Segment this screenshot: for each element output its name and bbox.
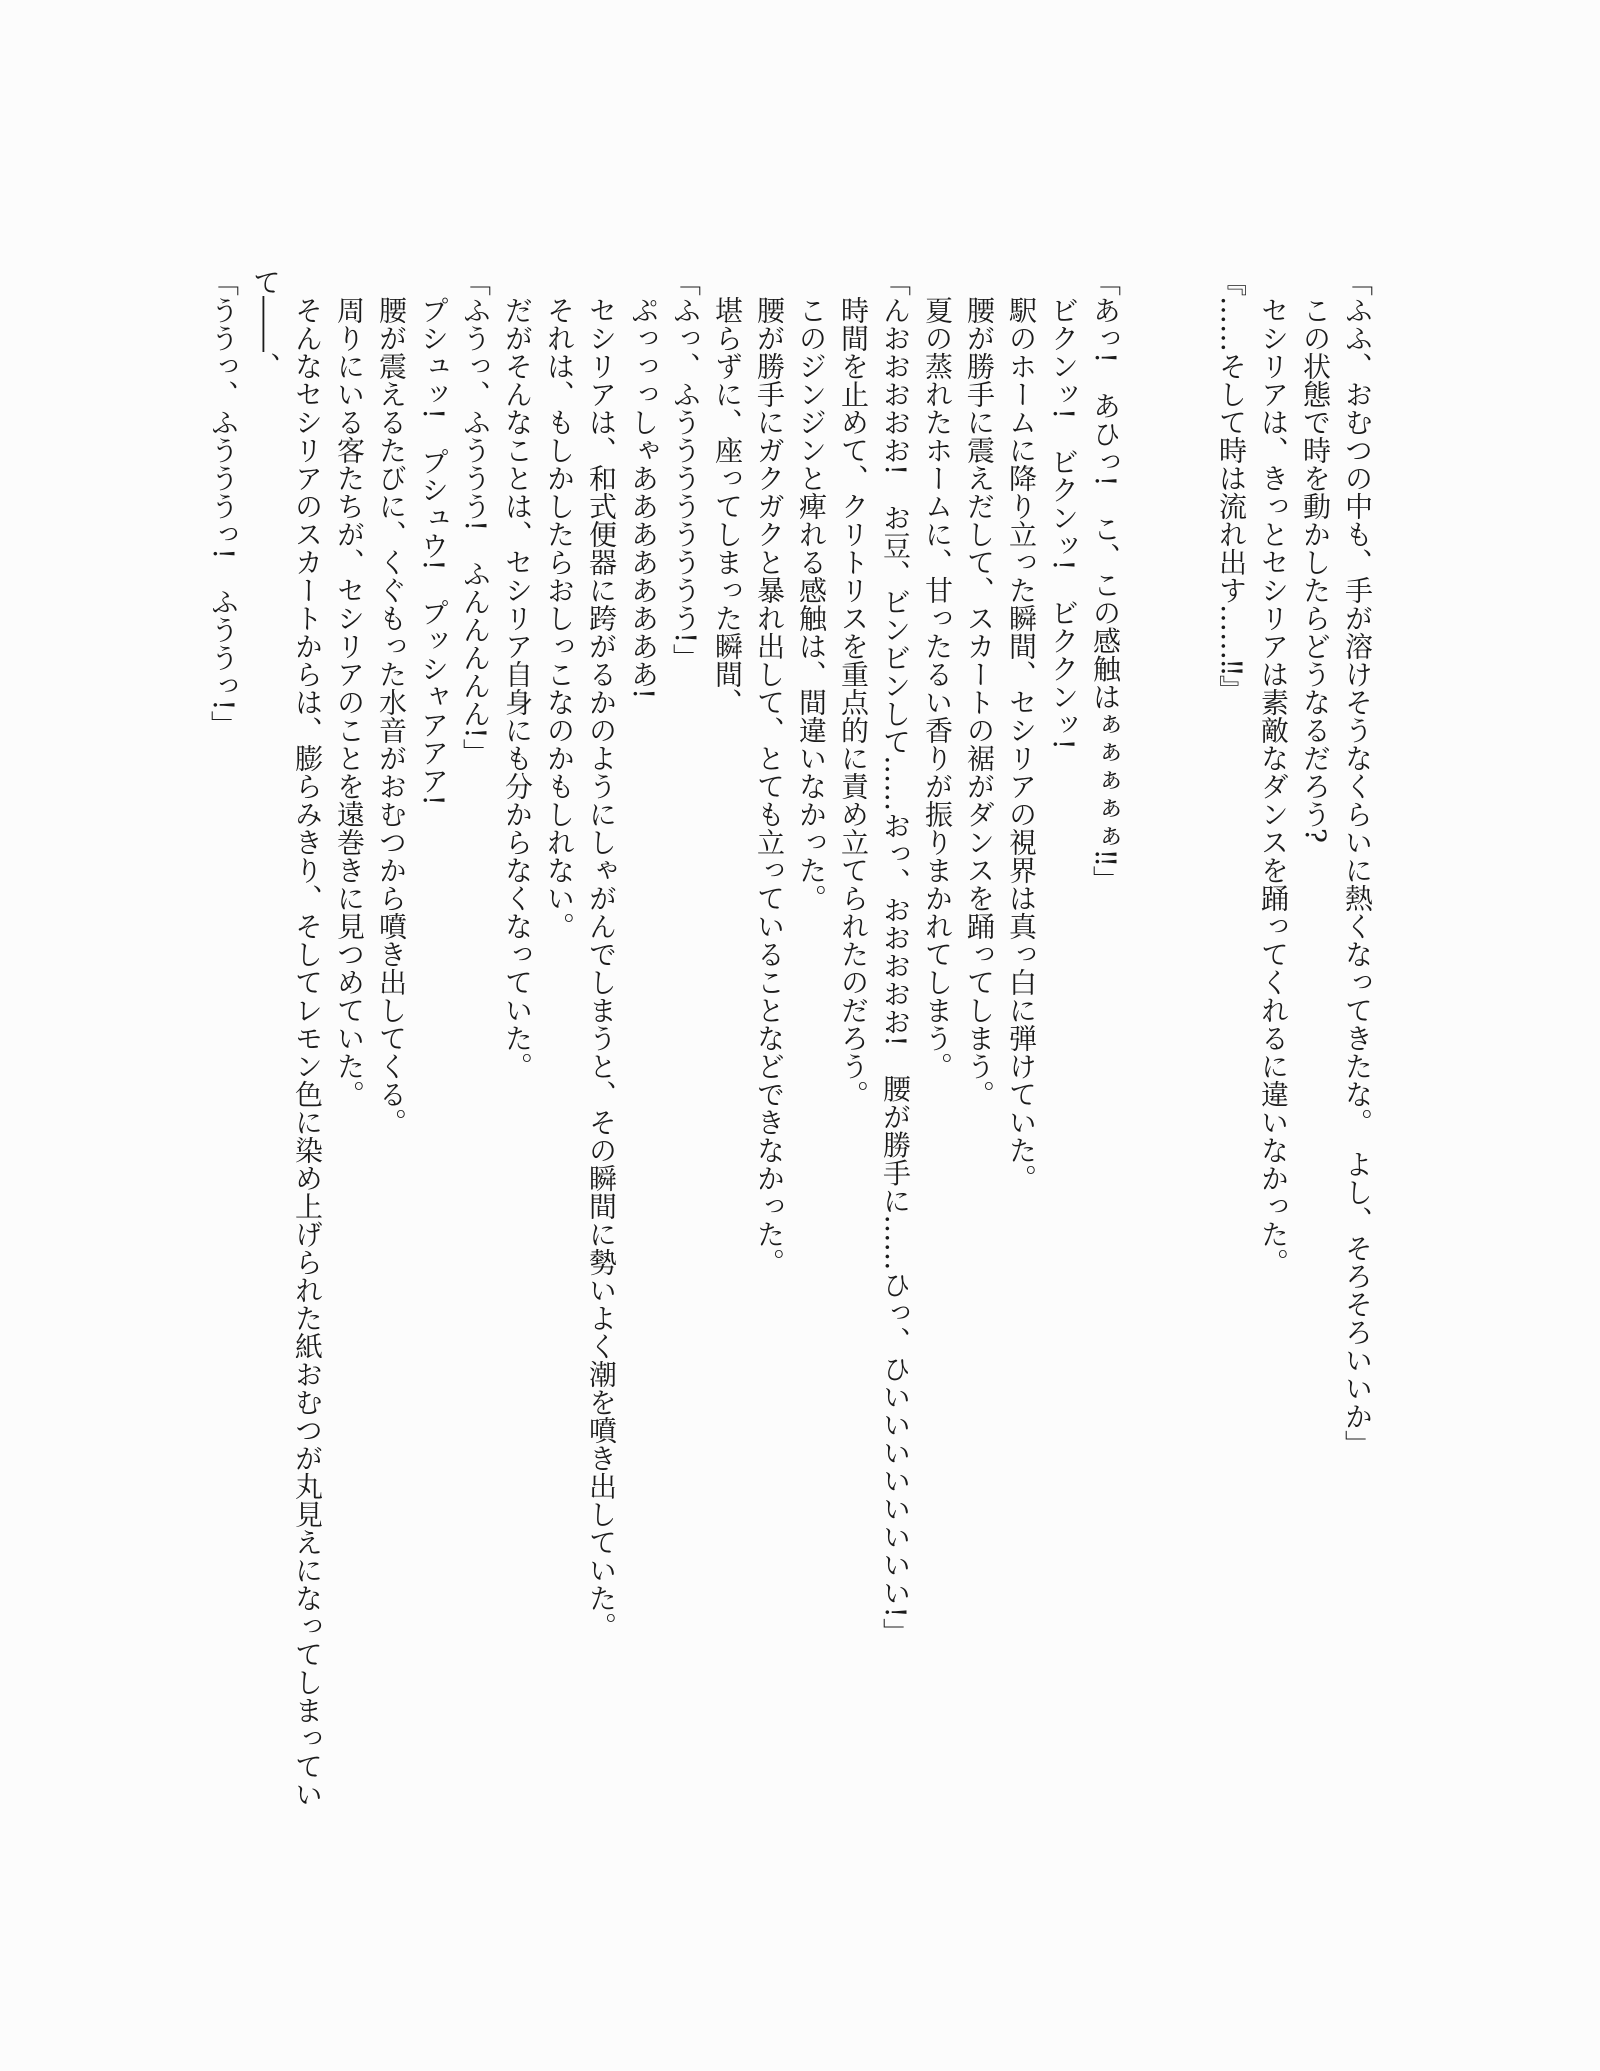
text-line: 堪らずに、座ってしまった瞬間、 [711,296,744,716]
text-line: 時間を止めて、クリトリスを重点的に責め立てられたのだろう。 [837,296,870,1108]
text-flow [202,268,1378,1868]
text-line: 「あっ! あひっ! こ、この感触はぁぁぁぁぁ‼」 [1089,268,1122,894]
text-line: 腰が勝手に震えだして、スカートの裾がダンスを踊ってしまう。 [963,296,996,1108]
text-line: 駅のホームに降り立った瞬間、セシリアの視界は真っ白に弾けていた。 [1005,296,1038,1192]
text-line: ビクンッ! ビクンッ! ビククンッ! [1047,296,1080,750]
text-line: このジンジンと痺れる感触は、間違いなかった。 [795,296,828,912]
text-line: て――、 [249,268,282,380]
text-line: プシュッ! プシュウ! プッシャアアア! [417,296,450,806]
text-line: 「ううっ、ふうううっ! ふううっ!」 [207,268,240,739]
text-line: この状態で時を動かしたらどうなるだろう? [1299,296,1332,844]
text-line: 夏の蒸れたホームに、甘ったるい香りが振りまかれてしまう。 [921,296,954,1080]
text-line: 腰が勝手にガクガクと暴れ出して、とても立っていることなどできなかった。 [753,296,786,1276]
text-line: セシリアは、和式便器に跨がるかのようにしゃがんでしまうと、その瞬間に勢いよく潮を噴き出していた。 [585,296,618,1640]
rotated-double-exclamation: ‼ [1215,660,1248,675]
text-line: セシリアは、きっとセシリアは素敵なダンスを踊ってくれるに違いなかった。 [1257,296,1290,1276]
text-line: ぷっっっしゃああああああああ! [627,296,660,700]
text-line: それは、もしかしたらおしっこなのかもしれない。 [543,296,576,940]
text-line: 腰が震えるたびに、くぐもった水音がおむつから噴き出してくる。 [375,296,408,1136]
text-line: 周りにいる客たちが、セシリアのことを遠巻きに見つめていた。 [333,296,366,1108]
text-line: 「ふうっ、ふううう! ふんんんんん!」 [459,268,492,767]
text-line: そんなセシリアのスカートからは、膨らみきり、そしてレモン色に染め上げられた紙おむつが丸見えになってしまってい [291,296,324,1808]
text-line: だがそんなことは、セシリア自身にも分からなくなっていた。 [501,296,534,1080]
text-line: 「んおおおおお! お豆、ビンビンして……おっ、おおおおお! 腰が勝手に……ひっ、ひいいいいいいいい!」 [879,268,912,1646]
text-line: 『……そして時は流れ出す……‼』 [1215,268,1248,703]
rotated-double-exclamation: ‼ [1089,850,1122,866]
text-line: 「ふっ、ふうううううううう!」 [669,268,702,672]
text-line: 「ふふ、おむつの中も、手が溶けそうなくらいに熱くなってきたな。 よし、そろそろいいか」 [1341,268,1374,1458]
